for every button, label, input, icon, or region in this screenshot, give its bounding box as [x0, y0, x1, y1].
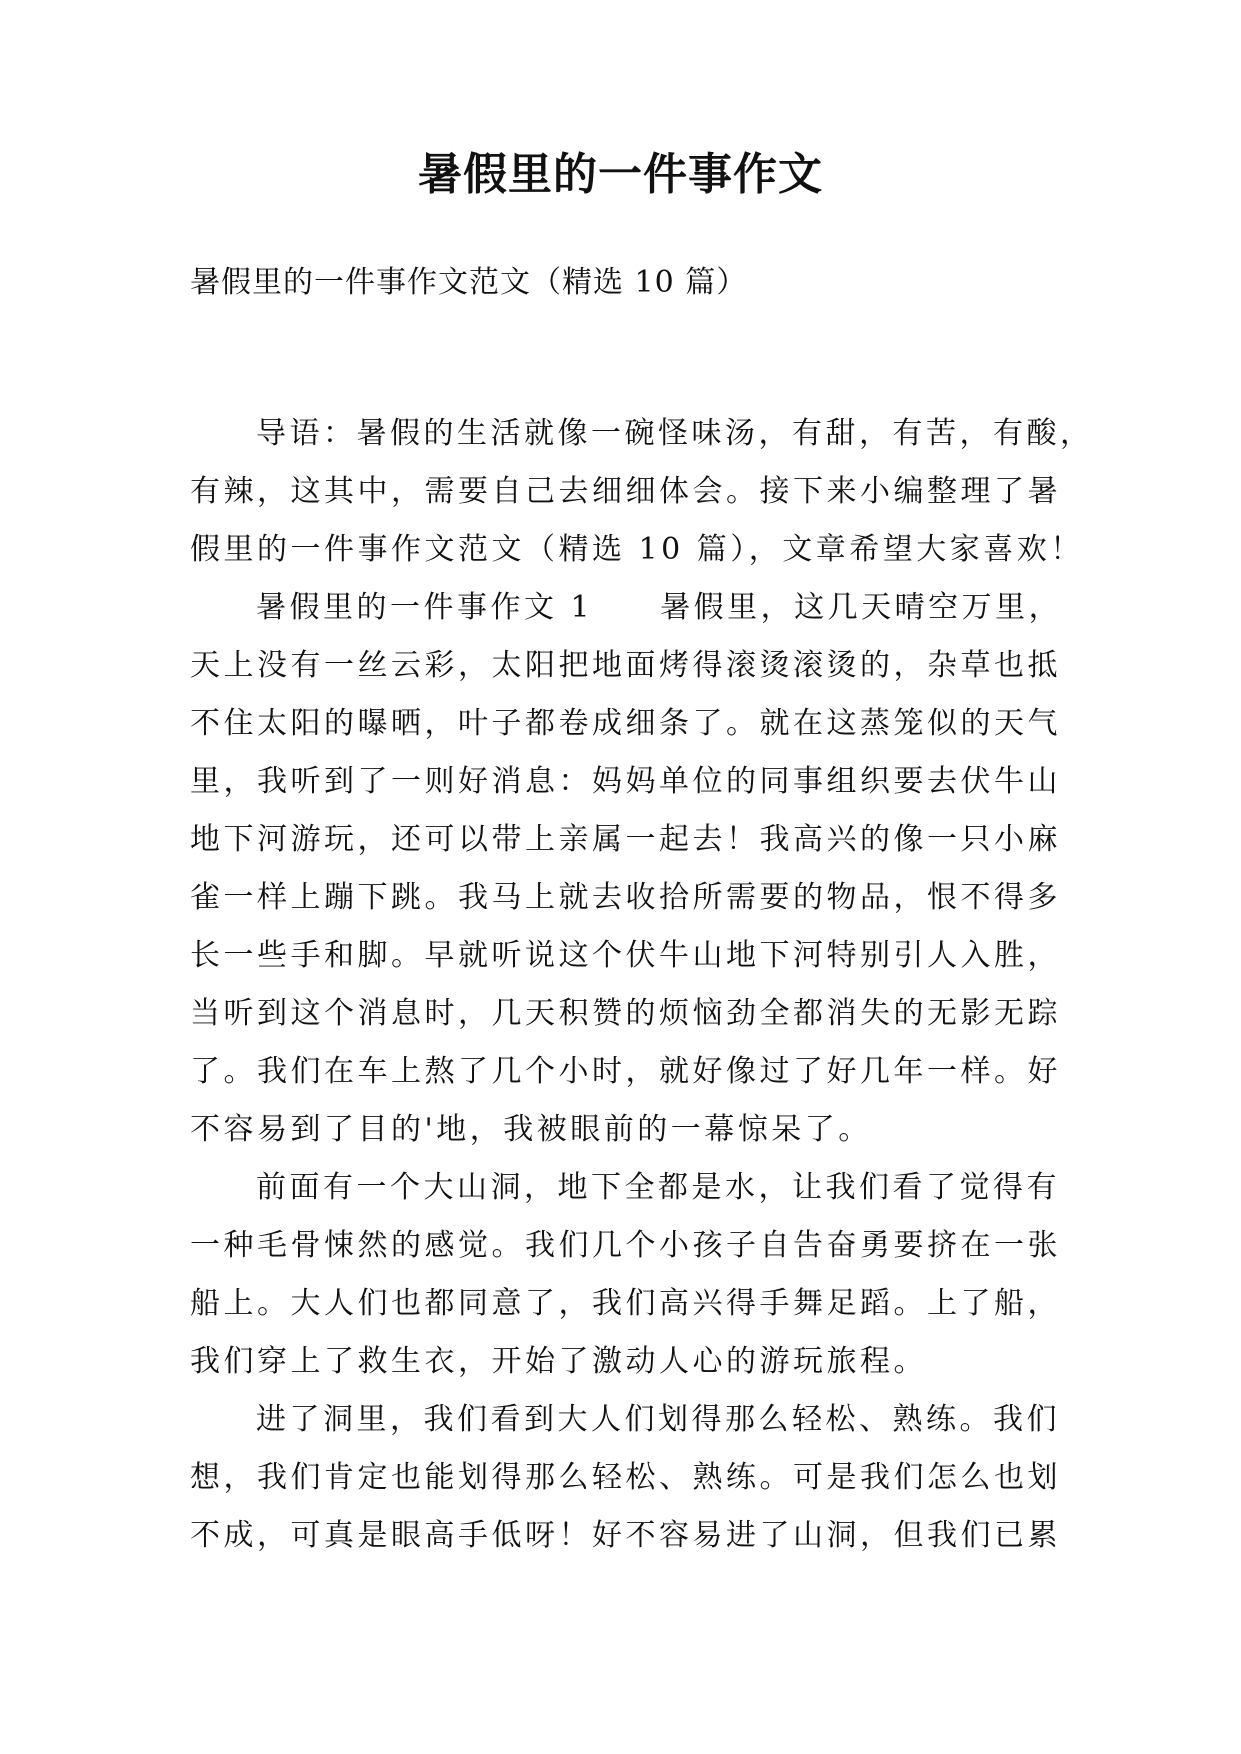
body-text-line: 了。我们在车上熬了几个小时，就好像过了好几年一样。好 [190, 1054, 1061, 1089]
body-text-line: 天上没有一丝云彩，太阳把地面烤得滚烫滚烫的，杂草也抵 [190, 648, 1061, 683]
body-text-line: 不成，可真是眼高手低呀！好不容易进了山洞，但我们已累 [190, 1518, 1061, 1553]
document-body [190, 405, 1094, 1565]
body-text-line: 前面有一个大山洞，地下全都是水，让我们看了觉得有 [256, 1170, 1060, 1205]
document-subtitle: 暑假里的一件事作文范文（精选 10 篇） [190, 265, 748, 300]
body-text-line: 导语：暑假的生活就像一碗怪味汤，有甜，有苦，有酸， [256, 416, 1094, 451]
body-text-line: 雀一样上蹦下跳。我马上就去收拾所需要的物品，恨不得多 [190, 880, 1061, 915]
body-text-line: 长一些手和脚。早就听说这个伏牛山地下河特别引人入胜， [190, 938, 1061, 973]
body-text-line: 里，我听到了一则好消息：妈妈单位的同事组织要去伏牛山 [190, 764, 1061, 799]
body-text-line: 暑假里的一件事作文 1 暑假里，这几天晴空万里， [256, 590, 1063, 625]
body-text-line: 不容易到了目的'地，我被眼前的一幕惊呆了。 [190, 1112, 872, 1147]
body-text-line: 进了洞里，我们看到大人们划得那么轻松、熟练。我们 [256, 1402, 1060, 1437]
body-text-line: 一种毛骨悚然的感觉。我们几个小孩子自告奋勇要挤在一张 [190, 1228, 1061, 1263]
body-text-line: 有辣，这其中，需要自己去细细体会。接下来小编整理了暑 [190, 474, 1061, 509]
body-text-line: 船上。大人们也都同意了，我们高兴得手舞足蹈。上了船， [190, 1286, 1061, 1321]
body-text-line: 想，我们肯定也能划得那么轻松、熟练。可是我们怎么也划 [190, 1460, 1061, 1495]
body-text-line: 不住太阳的曝晒，叶子都卷成细条了。就在这蒸笼似的天气 [190, 706, 1061, 741]
body-text-line: 当听到这个消息时，几天积赞的烦恼劲全都消失的无影无踪 [190, 996, 1061, 1031]
body-text-line: 假里的一件事作文范文（精选 10 篇），文章希望大家喜欢！ [190, 532, 1084, 567]
body-text-line: 我们穿上了救生衣，开始了激动人心的游玩旅程。 [190, 1344, 927, 1379]
document-title: 暑假里的一件事作文 [418, 149, 823, 200]
body-text-line: 地下河游玩，还可以带上亲属一起去！我高兴的像一只小麻 [190, 822, 1061, 857]
